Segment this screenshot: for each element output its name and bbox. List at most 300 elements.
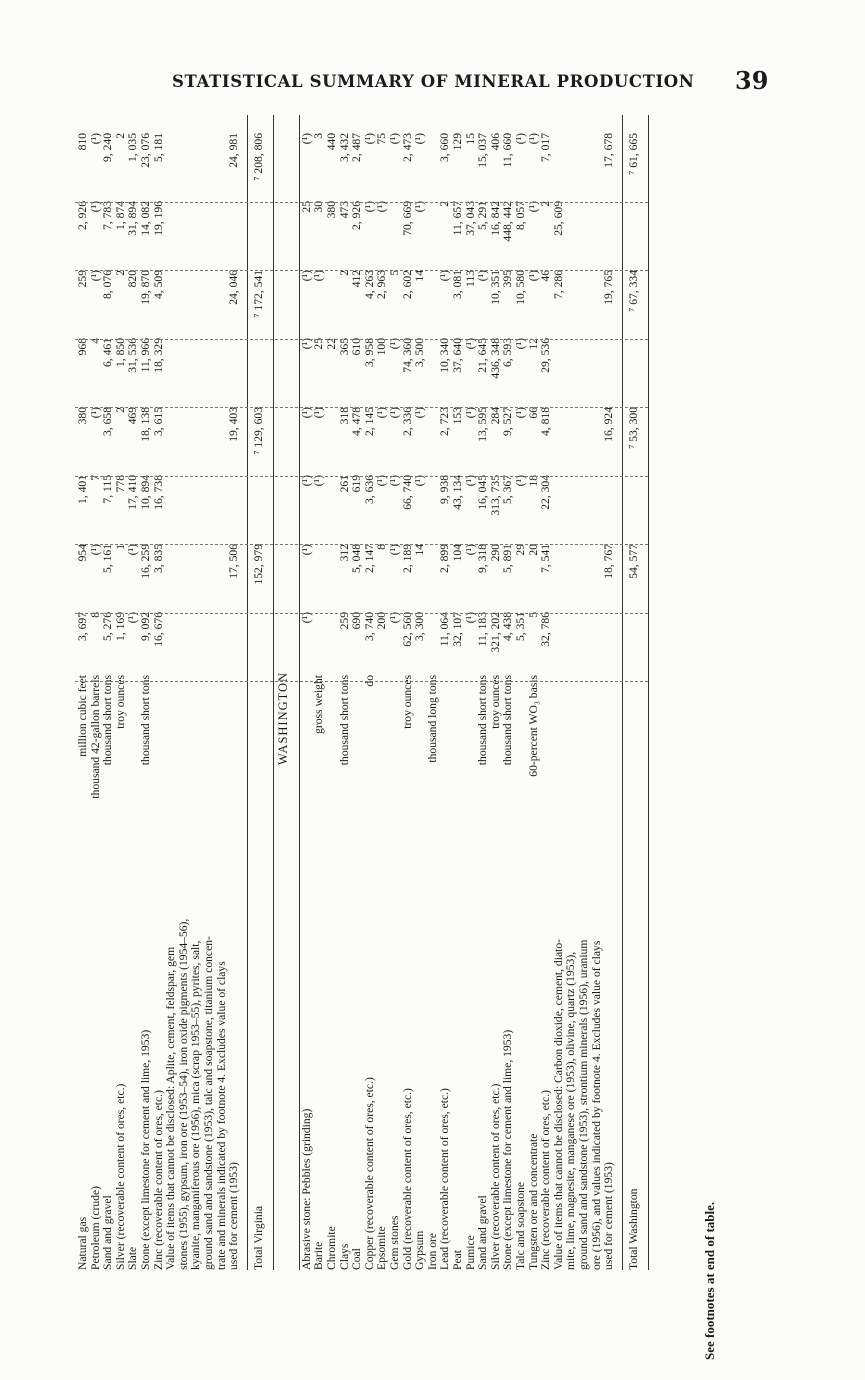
table-row (203, 115, 215, 1270)
table-row (313, 115, 325, 1270)
row-unit: million cubic feet (76, 675, 89, 757)
table-cell: (¹) (514, 133, 527, 145)
divider-line (299, 115, 300, 1270)
table-cell: 14, 082 (139, 201, 152, 236)
row-label: Gypsum (413, 1230, 427, 1270)
table-cell: 2 (113, 270, 127, 276)
table-row (77, 115, 89, 1270)
table-cell: (¹) (413, 475, 427, 487)
table-cell: (¹) (299, 407, 313, 419)
table-cell: ⁷ 67, 334 (626, 270, 640, 312)
table-cell: (¹) (312, 475, 326, 487)
table-cell: 2, 602 (400, 270, 414, 299)
table-cell: 6, 593 (501, 338, 515, 367)
row-label: Talc and soapstone (514, 1181, 527, 1270)
table-cell: 9, 240 (101, 133, 115, 162)
table-cell: 4, 818 (539, 407, 553, 436)
table-cell: 3, 432 (337, 133, 351, 162)
table-cell: ⁷ 129, 603 (251, 407, 265, 455)
table-cell: 104 (451, 544, 464, 562)
table-cell: 62, 560 (400, 612, 414, 647)
table-cell: 11, 183 (476, 612, 490, 647)
table-cell: 8, 076 (101, 270, 115, 299)
table-cell: 2, 145 (362, 407, 376, 436)
table-row (140, 115, 152, 1270)
table-cell: 22, 304 (539, 475, 553, 510)
column-separator (75, 339, 648, 340)
table-cell: 2, 473 (400, 133, 414, 162)
table-cell: 31, 894 (126, 201, 140, 236)
table-row (178, 115, 190, 1270)
table-cell: 690 (350, 612, 364, 630)
table-row (190, 115, 202, 1270)
table-cell: (¹) (514, 338, 527, 350)
table-cell: 29, 536 (539, 338, 553, 373)
table-cell: 66 (526, 407, 540, 419)
table-cell: 365 (337, 338, 351, 356)
table-cell: ⁷ 61, 665 (626, 133, 640, 175)
table-cell: 19, 765 (602, 270, 616, 305)
table-cell: 2, 723 (438, 407, 452, 436)
row-label: used for cement (1953) (227, 1162, 241, 1270)
table-cell: 284 (488, 407, 502, 425)
row-label: Sand and gravel (476, 1195, 490, 1270)
table-cell: 17, 410 (126, 475, 140, 510)
column-separator (75, 270, 648, 271)
table-cell: 17, 678 (602, 133, 616, 168)
table-cell: 1, 035 (126, 133, 140, 162)
table-cell: (¹) (463, 475, 477, 487)
table-cell: (¹) (476, 270, 490, 282)
table-cell: 3, 300 (413, 612, 427, 641)
row-label: Peat (451, 1250, 464, 1270)
table-cell: 25, 609 (551, 201, 565, 236)
table-cell: 16, 676 (151, 612, 165, 647)
table-cell: 8 (88, 612, 102, 618)
table-row (216, 115, 228, 1270)
column-separator (75, 544, 648, 545)
table-cell: (¹) (526, 201, 540, 213)
table-cell: 25 (299, 201, 313, 213)
row-label: ground sand and sandstone (1953), talc and soapstone, titanium concen- (202, 936, 215, 1270)
table-cell: 9, 938 (438, 475, 452, 504)
table-cell: 313, 735 (488, 475, 502, 516)
table-cell: (¹) (299, 612, 313, 624)
table-cell: 10, 351 (488, 270, 502, 305)
table-cell: (¹) (388, 475, 401, 487)
row-unit: thousand long tons (425, 675, 439, 763)
table-row (351, 115, 363, 1270)
table-cell: 380 (325, 201, 338, 219)
table-row (528, 115, 540, 1270)
table-row (301, 115, 313, 1270)
table-cell: 46 (539, 270, 553, 282)
table-cell: 12 (526, 338, 540, 350)
table-cell: (¹) (299, 475, 313, 487)
table-cell: 1, 169 (113, 612, 127, 641)
table-cell: (¹) (299, 270, 313, 282)
table-cell: 24, 981 (227, 133, 241, 168)
table-cell: 619 (350, 475, 364, 493)
table-cell: (¹) (463, 407, 477, 419)
table-cell: (¹) (388, 544, 401, 556)
table-cell: 10, 894 (139, 475, 152, 510)
table-cell: 66, 740 (400, 475, 414, 510)
column-separator (75, 407, 648, 408)
table-cell: 2 (113, 133, 127, 139)
table-cell: 3, 636 (362, 475, 376, 504)
section-title-washington: WASHINGTON (275, 671, 290, 765)
page-number: 39 (735, 66, 769, 95)
table-cell: (¹) (413, 201, 427, 213)
table-cell: 100 (375, 338, 389, 356)
row-label: Copper (recoverable content of ores, etc.) (362, 1077, 376, 1270)
row-label: Chromite (325, 1226, 338, 1270)
row-unit: do (362, 675, 376, 687)
table-cell: 15, 037 (476, 133, 490, 168)
table-cell: (¹) (88, 133, 102, 145)
row-label: Clays (337, 1243, 351, 1270)
row-unit: thousand short tons (139, 675, 152, 766)
row-label: Sand and gravel (101, 1195, 115, 1270)
table-row (540, 115, 552, 1270)
page-header (0, 66, 865, 96)
table-cell: 54, 577 (626, 544, 640, 579)
table-cell: 318 (337, 407, 351, 425)
table-cell: 19, 870 (139, 270, 152, 305)
table-row (326, 115, 338, 1270)
table-cell: 153 (451, 407, 464, 425)
column-separator (75, 613, 648, 614)
table-cell: 200 (375, 612, 389, 630)
table-cell: 13, 595 (476, 407, 490, 442)
column-separator (75, 476, 648, 477)
table-cell: 18, 138 (139, 407, 152, 442)
table-cell: 473 (337, 201, 351, 219)
table-cell: 3, 958 (362, 338, 376, 367)
table-cell: (¹) (375, 475, 389, 487)
table-cell: 37, 640 (451, 338, 464, 373)
row-unit: troy ounces (488, 675, 502, 729)
table-cell: (¹) (126, 544, 140, 556)
table-row (364, 115, 376, 1270)
table-row (502, 115, 514, 1270)
table-cell: 8 (375, 544, 389, 550)
table-cell: 22 (325, 338, 338, 350)
table-cell: (¹) (514, 475, 527, 487)
table-cell: 16, 842 (488, 201, 502, 236)
row-unit: thousand short tons (101, 675, 115, 766)
table-cell: 5 (388, 270, 401, 276)
table-cell: 9, 092 (139, 612, 152, 641)
row-label: kyanite, manganiferous ore (1956), mica (scrap 1953–55), pyrites, salt, (189, 940, 203, 1270)
table-cell: 15 (463, 133, 477, 145)
table-cell: 37, 043 (463, 201, 477, 236)
table-cell: 70, 669 (400, 201, 414, 236)
table-cell: 23, 076 (139, 133, 152, 168)
table-cell: (¹) (375, 201, 389, 213)
table-cell: 25 (312, 338, 326, 350)
table-cell: (¹) (526, 133, 540, 145)
table-cell: (¹) (388, 338, 401, 350)
table-cell: 31, 536 (126, 338, 140, 373)
table-cell: (¹) (299, 544, 313, 556)
table-cell: (¹) (413, 407, 427, 419)
table-cell: 2, 189 (400, 544, 414, 573)
table-cell: 21, 645 (476, 338, 490, 373)
production-table (75, 115, 695, 1270)
column-separator (75, 202, 648, 203)
row-label: Natural gas (76, 1216, 89, 1270)
table-cell: 5, 367 (501, 475, 515, 504)
table-cell: 436, 348 (488, 338, 502, 379)
table-cell: 2, 926 (350, 201, 364, 230)
table-cell: 778 (113, 475, 127, 493)
table-cell: 321, 202 (488, 612, 502, 653)
table-row (339, 115, 351, 1270)
table-cell: 312 (337, 544, 351, 562)
row-label: Slate (126, 1246, 140, 1270)
table-cell: (¹) (413, 133, 427, 145)
table-cell: 2 (337, 270, 351, 276)
table-cell: (¹) (463, 338, 477, 350)
table-row (153, 115, 165, 1270)
table-cell: (¹) (362, 201, 376, 213)
table-cell: 7, 783 (101, 201, 115, 230)
table-row (402, 115, 414, 1270)
table-cell: 1, 874 (113, 201, 127, 230)
row-unit: 60-percent WO₃ basis (526, 675, 540, 777)
table-row (452, 115, 464, 1270)
table-cell: 8, 057 (514, 201, 527, 230)
table-cell: 2 (539, 201, 553, 207)
table-cell: (¹) (299, 338, 313, 350)
table-cell: 5, 276 (101, 612, 115, 641)
table-cell: 4 (88, 338, 102, 344)
divider-line (273, 115, 274, 1270)
table-row (165, 115, 177, 1270)
table-cell: 16, 924 (602, 407, 616, 442)
table-cell: ⁷ 172, 541 (251, 270, 265, 318)
table-cell: 29 (514, 544, 527, 556)
table-cell: 75 (375, 133, 389, 145)
table-row (102, 115, 114, 1270)
row-label: Petroleum (crude) (88, 1185, 102, 1270)
table-cell: 3, 500 (413, 338, 427, 367)
table-cell: 20 (526, 544, 540, 556)
table-cell: 2 (113, 407, 127, 413)
row-label: Total Washington (626, 1188, 640, 1270)
table-cell: 16, 259 (139, 544, 152, 579)
table-cell: 7, 286 (551, 270, 565, 299)
row-label: ground sand and sandstone (1953), strontium minerals (1956), uranium (577, 939, 590, 1270)
table-cell: (¹) (463, 612, 477, 624)
table-cell: (¹) (375, 407, 389, 419)
table-cell: (¹) (388, 133, 401, 145)
table-cell: 820 (126, 270, 140, 288)
row-label: Tungsten ore and concentrate (526, 1133, 540, 1270)
row-label: Zinc (recoverable content of ores, etc.) (539, 1090, 553, 1270)
table-cell: 259 (337, 612, 351, 630)
table-cell: 3, 660 (438, 133, 452, 162)
table-row (376, 115, 388, 1270)
table-cell: 16, 045 (476, 475, 490, 510)
table-cell: 30 (312, 201, 326, 213)
table-cell: ⁷ 53, 300 (626, 407, 640, 449)
table-cell: (¹) (312, 407, 326, 419)
table-cell: 4, 438 (501, 612, 515, 641)
row-label: used for cement (1953) (602, 1162, 616, 1270)
table-cell: 968 (76, 338, 89, 356)
table-cell: (¹) (438, 270, 452, 282)
table-cell: 5, 891 (501, 544, 515, 573)
table-cell: 380 (76, 407, 89, 425)
row-label: Barite (312, 1241, 326, 1270)
table-cell: (¹) (388, 407, 401, 419)
table-cell: 9, 527 (501, 407, 515, 436)
table-cell: 1, 850 (113, 338, 127, 367)
table-cell: 11, 657 (451, 201, 464, 236)
table-cell: 129 (451, 133, 464, 151)
table-cell: 4, 263 (362, 270, 376, 299)
row-label: Gold (recoverable content of ores, etc.) (400, 1088, 414, 1270)
row-label: Silver (recoverable content of ores, etc.) (488, 1083, 502, 1270)
table-cell: 4, 509 (151, 270, 165, 299)
row-label: Abrasive stone: Pebbles (grinding) (299, 1108, 313, 1270)
table-cell: 1 (113, 544, 127, 550)
table-cell: 5, 181 (151, 133, 165, 162)
table-cell: (¹) (88, 201, 102, 213)
divider-line (622, 115, 623, 1270)
table-cell: 18, 767 (602, 544, 616, 579)
table-cell: (¹) (126, 612, 140, 624)
table-cell: 5, 048 (350, 544, 364, 573)
table-row (389, 115, 401, 1270)
row-label: Lead (recoverable content of ores, etc.) (438, 1088, 452, 1270)
table-cell: 6, 461 (101, 338, 115, 367)
table-cell: 5, 161 (101, 544, 115, 573)
footnote: See footnotes at end of table. (702, 1201, 717, 1360)
table-cell: 43, 134 (451, 475, 464, 510)
table-cell: 3, 081 (451, 270, 464, 299)
row-label: mite, lime, magnesite, manganese ore (1953), olivine, quartz (1953), (564, 951, 578, 1270)
table-cell: 5, 291 (476, 201, 490, 230)
table-cell: 19, 403 (227, 407, 241, 442)
table-row (115, 115, 127, 1270)
table-cell: 10, 340 (438, 338, 452, 373)
row-unit: thousand short tons (501, 675, 515, 766)
table-cell: 412 (350, 270, 364, 288)
table-cell: (¹) (312, 270, 326, 282)
page-title: STATISTICAL SUMMARY OF MINERAL PRODUCTION (172, 72, 695, 91)
table-cell: 448, 442 (501, 201, 515, 242)
table-cell: 11, 966 (139, 338, 152, 373)
row-label: Pumice (463, 1235, 477, 1270)
row-unit: gross weight (312, 675, 326, 734)
table-cell: ⁷ 208, 806 (251, 133, 265, 181)
table-cell: 2, 963 (375, 270, 389, 299)
table-cell: 9, 318 (476, 544, 490, 573)
table-cell: 259 (76, 270, 89, 288)
table-cell: 14 (413, 270, 427, 282)
row-label: Silver (recoverable content of ores, etc.) (113, 1083, 127, 1270)
table-cell: 18 (526, 475, 540, 487)
table-row (553, 115, 565, 1270)
table-cell: 810 (76, 133, 89, 151)
table-cell: 610 (350, 338, 364, 356)
column-separator (75, 681, 648, 682)
table-cell: (¹) (463, 544, 477, 556)
row-label: Stone (except limestone for cement and lime, 1953) (139, 1029, 152, 1270)
table-cell: 2, 336 (400, 407, 414, 436)
table-cell: 1, 401 (76, 475, 89, 504)
table-cell: 16, 738 (151, 475, 165, 510)
table-cell: (¹) (299, 133, 313, 145)
table-cell: (¹) (526, 270, 540, 282)
table-cell: 290 (488, 544, 502, 562)
table-row (477, 115, 489, 1270)
table-cell: 152, 979 (251, 544, 265, 585)
table-cell: 469 (126, 407, 140, 425)
table-cell: 3 (312, 133, 326, 139)
row-label: Epsomite (375, 1226, 389, 1270)
table-row (515, 115, 527, 1270)
divider-line (648, 115, 649, 1270)
table-cell: (¹) (362, 133, 376, 145)
table-cell: 2, 487 (350, 133, 364, 162)
row-label: ore (1956), and values indicated by footnote 4. Excludes value of clays (589, 940, 603, 1270)
table-row (90, 115, 102, 1270)
table-cell: 7, 017 (539, 133, 553, 162)
row-unit: thousand 42-gallon barrels (88, 675, 102, 799)
table-cell: 3, 697 (76, 612, 89, 641)
table-cell: 32, 786 (539, 612, 553, 647)
table-cell: (¹) (88, 270, 102, 282)
table-cell: 406 (488, 133, 502, 151)
table-cell: 2, 147 (362, 544, 376, 573)
table-row (465, 115, 477, 1270)
table-row (127, 115, 139, 1270)
total-row-washington (628, 115, 640, 1270)
table-cell: 10, 580 (514, 270, 527, 305)
table-cell: 954 (76, 544, 89, 562)
table-cell: 24, 046 (227, 270, 241, 305)
row-label: Coal (350, 1248, 364, 1270)
table-cell: 261 (337, 475, 351, 493)
row-label: Stone (except limestone for cement and lime, 1953) (501, 1029, 515, 1270)
table-cell: 3, 835 (151, 544, 165, 573)
table-cell: 19, 196 (151, 201, 165, 236)
row-unit: thousand short tons (337, 675, 351, 766)
table-row (565, 115, 577, 1270)
row-label: Value of items that cannot be disclosed: Carbon dioxide, cement, diato- (551, 939, 565, 1270)
row-label: trate and minerals indicated by footnote 4. Excludes value of clays (214, 961, 228, 1270)
row-unit: troy ounces (400, 675, 414, 729)
row-unit: thousand short tons (476, 675, 490, 766)
table-cell: 2, 926 (76, 201, 89, 230)
table-cell: 2, 899 (438, 544, 452, 573)
row-label: Iron ore (425, 1232, 439, 1270)
row-label: Value of items that cannot be disclosed: Aplite, cement, feldspar, gem (164, 946, 178, 1270)
table-cell: (¹) (388, 612, 401, 624)
table-cell: 74, 360 (400, 338, 414, 373)
table-cell: 17, 506 (227, 544, 241, 579)
table-cell: 4, 478 (350, 407, 364, 436)
table-cell: 5 (526, 612, 540, 618)
row-label: Gem stones (388, 1215, 401, 1270)
table-cell: 3, 615 (151, 407, 165, 436)
table-cell: 2 (438, 201, 452, 207)
